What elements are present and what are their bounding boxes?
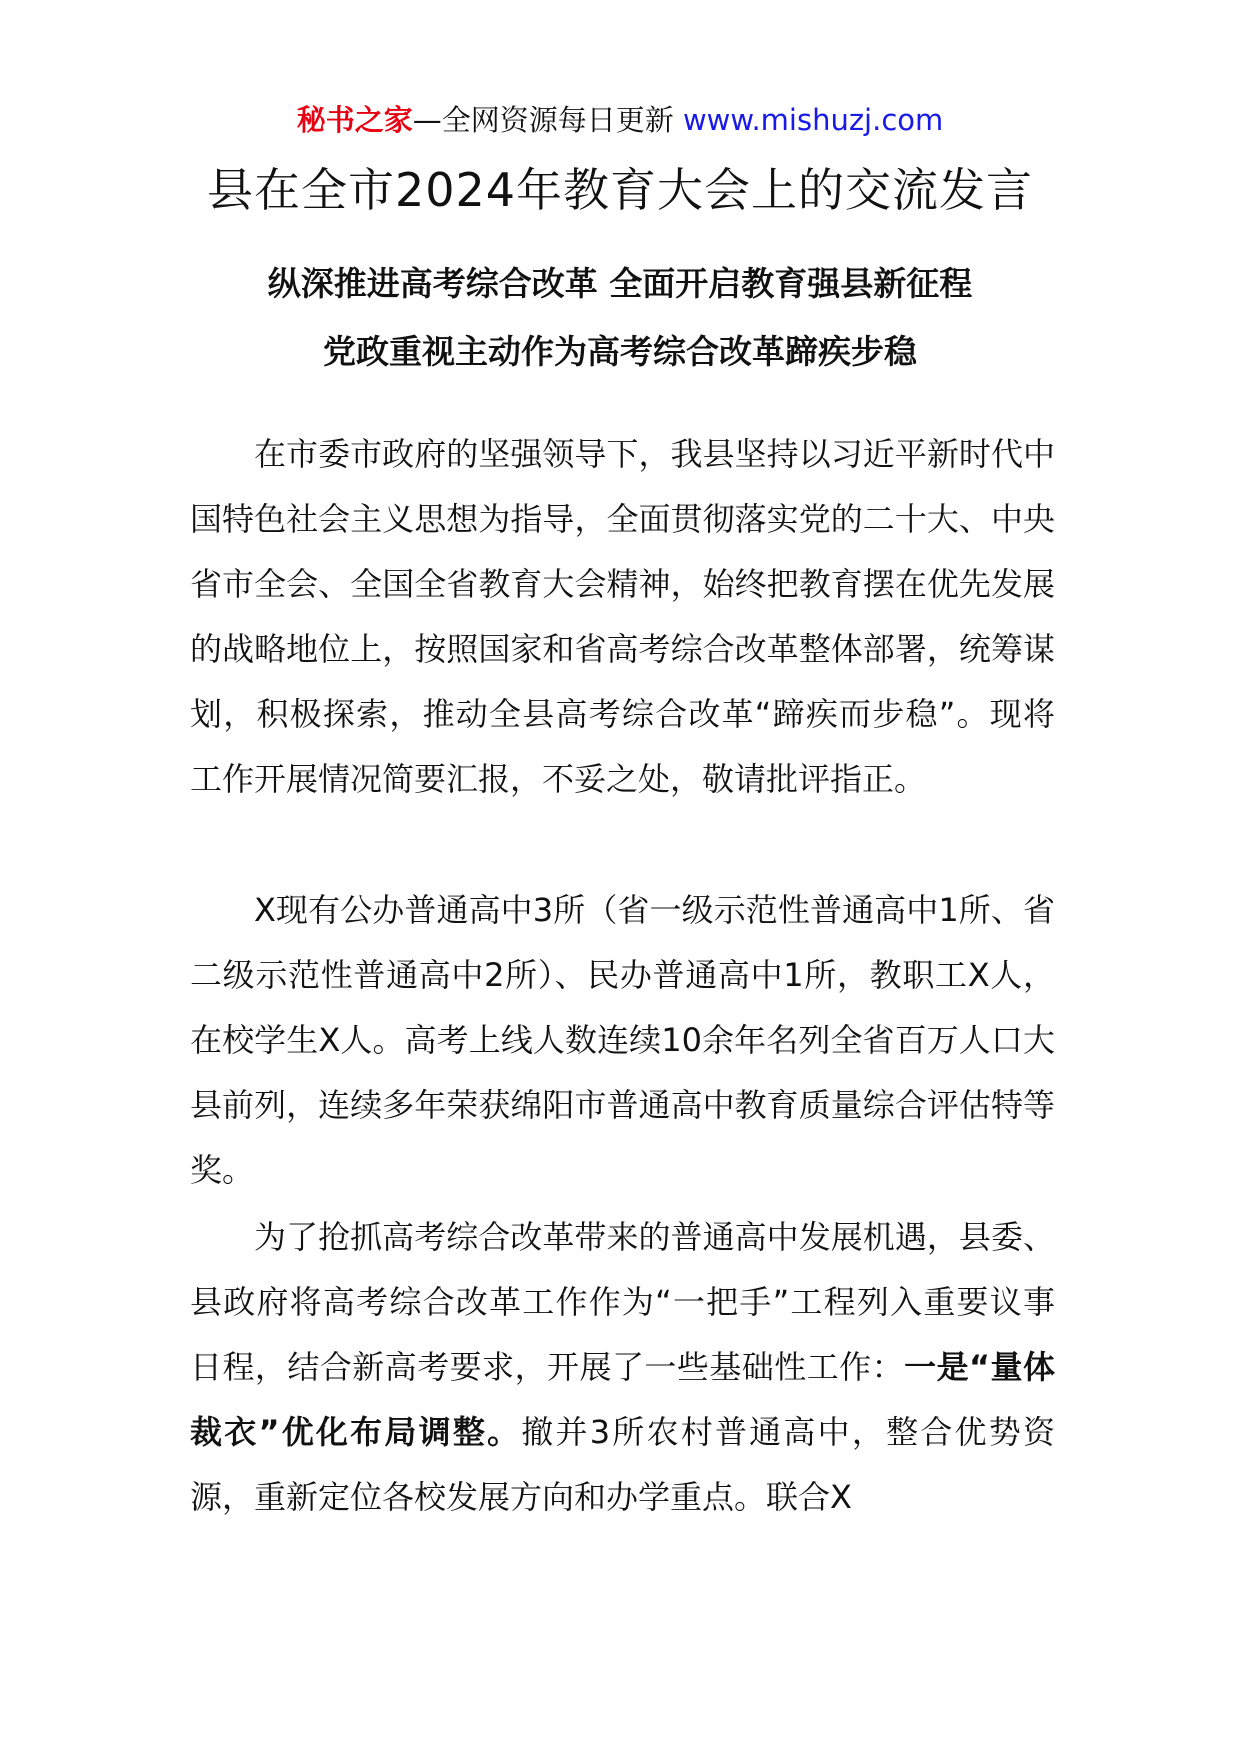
subtitle-primary: 纵深推进高考综合改革 全面开启教育强县新征程	[267, 264, 973, 303]
paragraph-measures-tail: 撤并3所农村普通高中，整合优势资源，重新定位各校发展方向和办学重点。联合X	[190, 1413, 1055, 1516]
header-tagline: —全网资源每日更新	[412, 103, 683, 137]
paragraph-measures	[190, 1205, 1055, 1530]
subtitle-secondary: 党政重视主动作为高考综合改革蹄疾步稳	[323, 332, 917, 371]
brand-name: 秘书之家	[296, 103, 413, 137]
paragraph-intro: 在市委市政府的坚强领导下，我县坚持以习近平新时代中国特色社会主义思想为指导，全面贯彻落实党的二十大、中央省市全会、全国全省教育大会精神，始终把教育摆在优先发展的战略地位上，按照国家和省高考综合改革整体部署，统筹谋划，积极探索，推动全县高考综合改革“蹄疾而步稳”。现将工作开展情况简要汇报，不妥之处，敬请批评指正。	[190, 435, 1055, 798]
paragraph-measures-bold: 一是“量体裁衣”优化布局调整。	[190, 1348, 1055, 1451]
document-title: 县在全市2024年教育大会上的交流发言	[206, 163, 1034, 217]
paragraph-measures-lead: 为了抢抓高考综合改革带来的普通高中发展机遇，县委、县政府将高考综合改革工作作为“一把手”工程列入重要议事日程，结合新高考要求，开展了一些基础性工作：	[190, 1218, 1055, 1386]
site-url-link[interactable]: www.mishuzj.com	[682, 103, 944, 137]
site-header	[0, 100, 1240, 140]
paragraph-overview: X现有公办普通高中3所（省一级示范性普通高中1所、省二级示范性普通高中2所）、民办普通高中1所，教职工X人，在校学生X人。高考上线人数连续10余年名列全省百万人口大县前列，连续多年荣获绵阳市普通高中教育质量综合评估特等奖。	[190, 891, 1055, 1189]
